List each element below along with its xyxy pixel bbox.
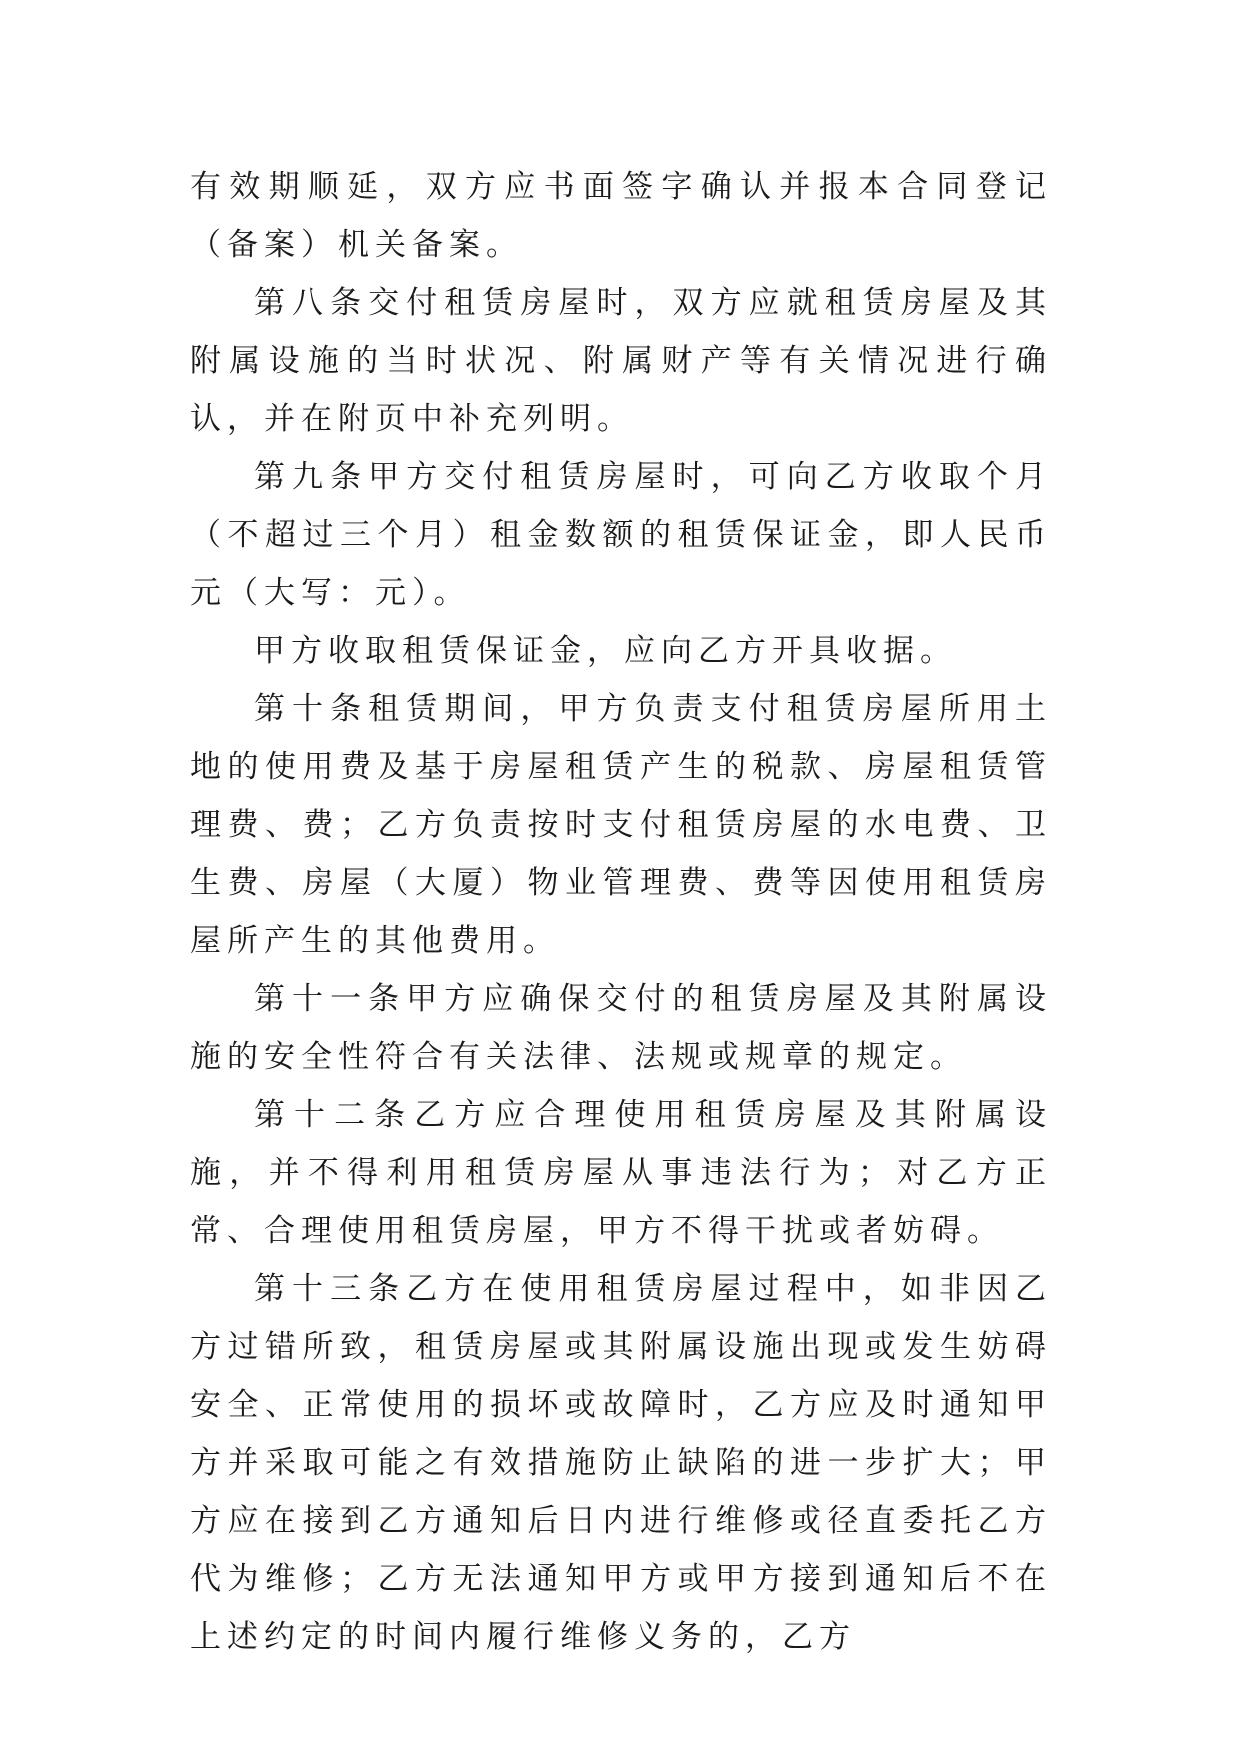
paragraph-continuation: 有效期顺延，双方应书面签字确认并报本合同登记（备案）机关备案。 (190, 169, 1052, 263)
paragraph-article-9: 第九条甲方交付租赁房屋时，可向乙方收取个月（不超过三个月）租金数额的租赁保证金，即人民币元（大写：元）。 (190, 459, 1052, 611)
paragraph-article-12: 第十二条乙方应合理使用租赁房屋及其附属设施，并不得利用租赁房屋从事违法行为；对乙方正常、合理使用租赁房屋，甲方不得干扰或者妨碍。 (190, 1097, 1052, 1249)
paragraph-deposit-receipt: 甲方收取租赁保证金，应向乙方开具收据。 (254, 633, 957, 669)
paragraph-article-11: 第十一条甲方应确保交付的租赁房屋及其附属设施的安全性符合有关法律、法规或规章的规定。 (190, 981, 1052, 1075)
paragraph-article-10: 第十条租赁期间，甲方负责支付租赁房屋所用土地的使用费及基于房屋租赁产生的税款、房屋租赁管理费、费；乙方负责按时支付租赁房屋的水电费、卫生费、房屋（大厦）物业管理费、费等因使用租赁房屋所产生的其他费用。 (190, 691, 1052, 959)
paragraph-article-8: 第八条交付租赁房屋时，双方应就租赁房屋及其附属设施的当时状况、附属财产等有关情况进行确认，并在附页中补充列明。 (190, 285, 1052, 437)
paragraph-article-13: 第十三条乙方在使用租赁房屋过程中，如非因乙方过错所致，租赁房屋或其附属设施出现或发生妨碍安全、正常使用的损坏或故障时，乙方应及时通知甲方并采取可能之有效措施防止缺陷的进一步扩大；甲方应在接到乙方通知后日内进行维修或径直委托乙方代为维修；乙方无法通知甲方或甲方接到通知后不在上述约定的时间内履行维修义务的，乙方 (190, 1271, 1052, 1655)
document-body (190, 158, 1052, 1666)
